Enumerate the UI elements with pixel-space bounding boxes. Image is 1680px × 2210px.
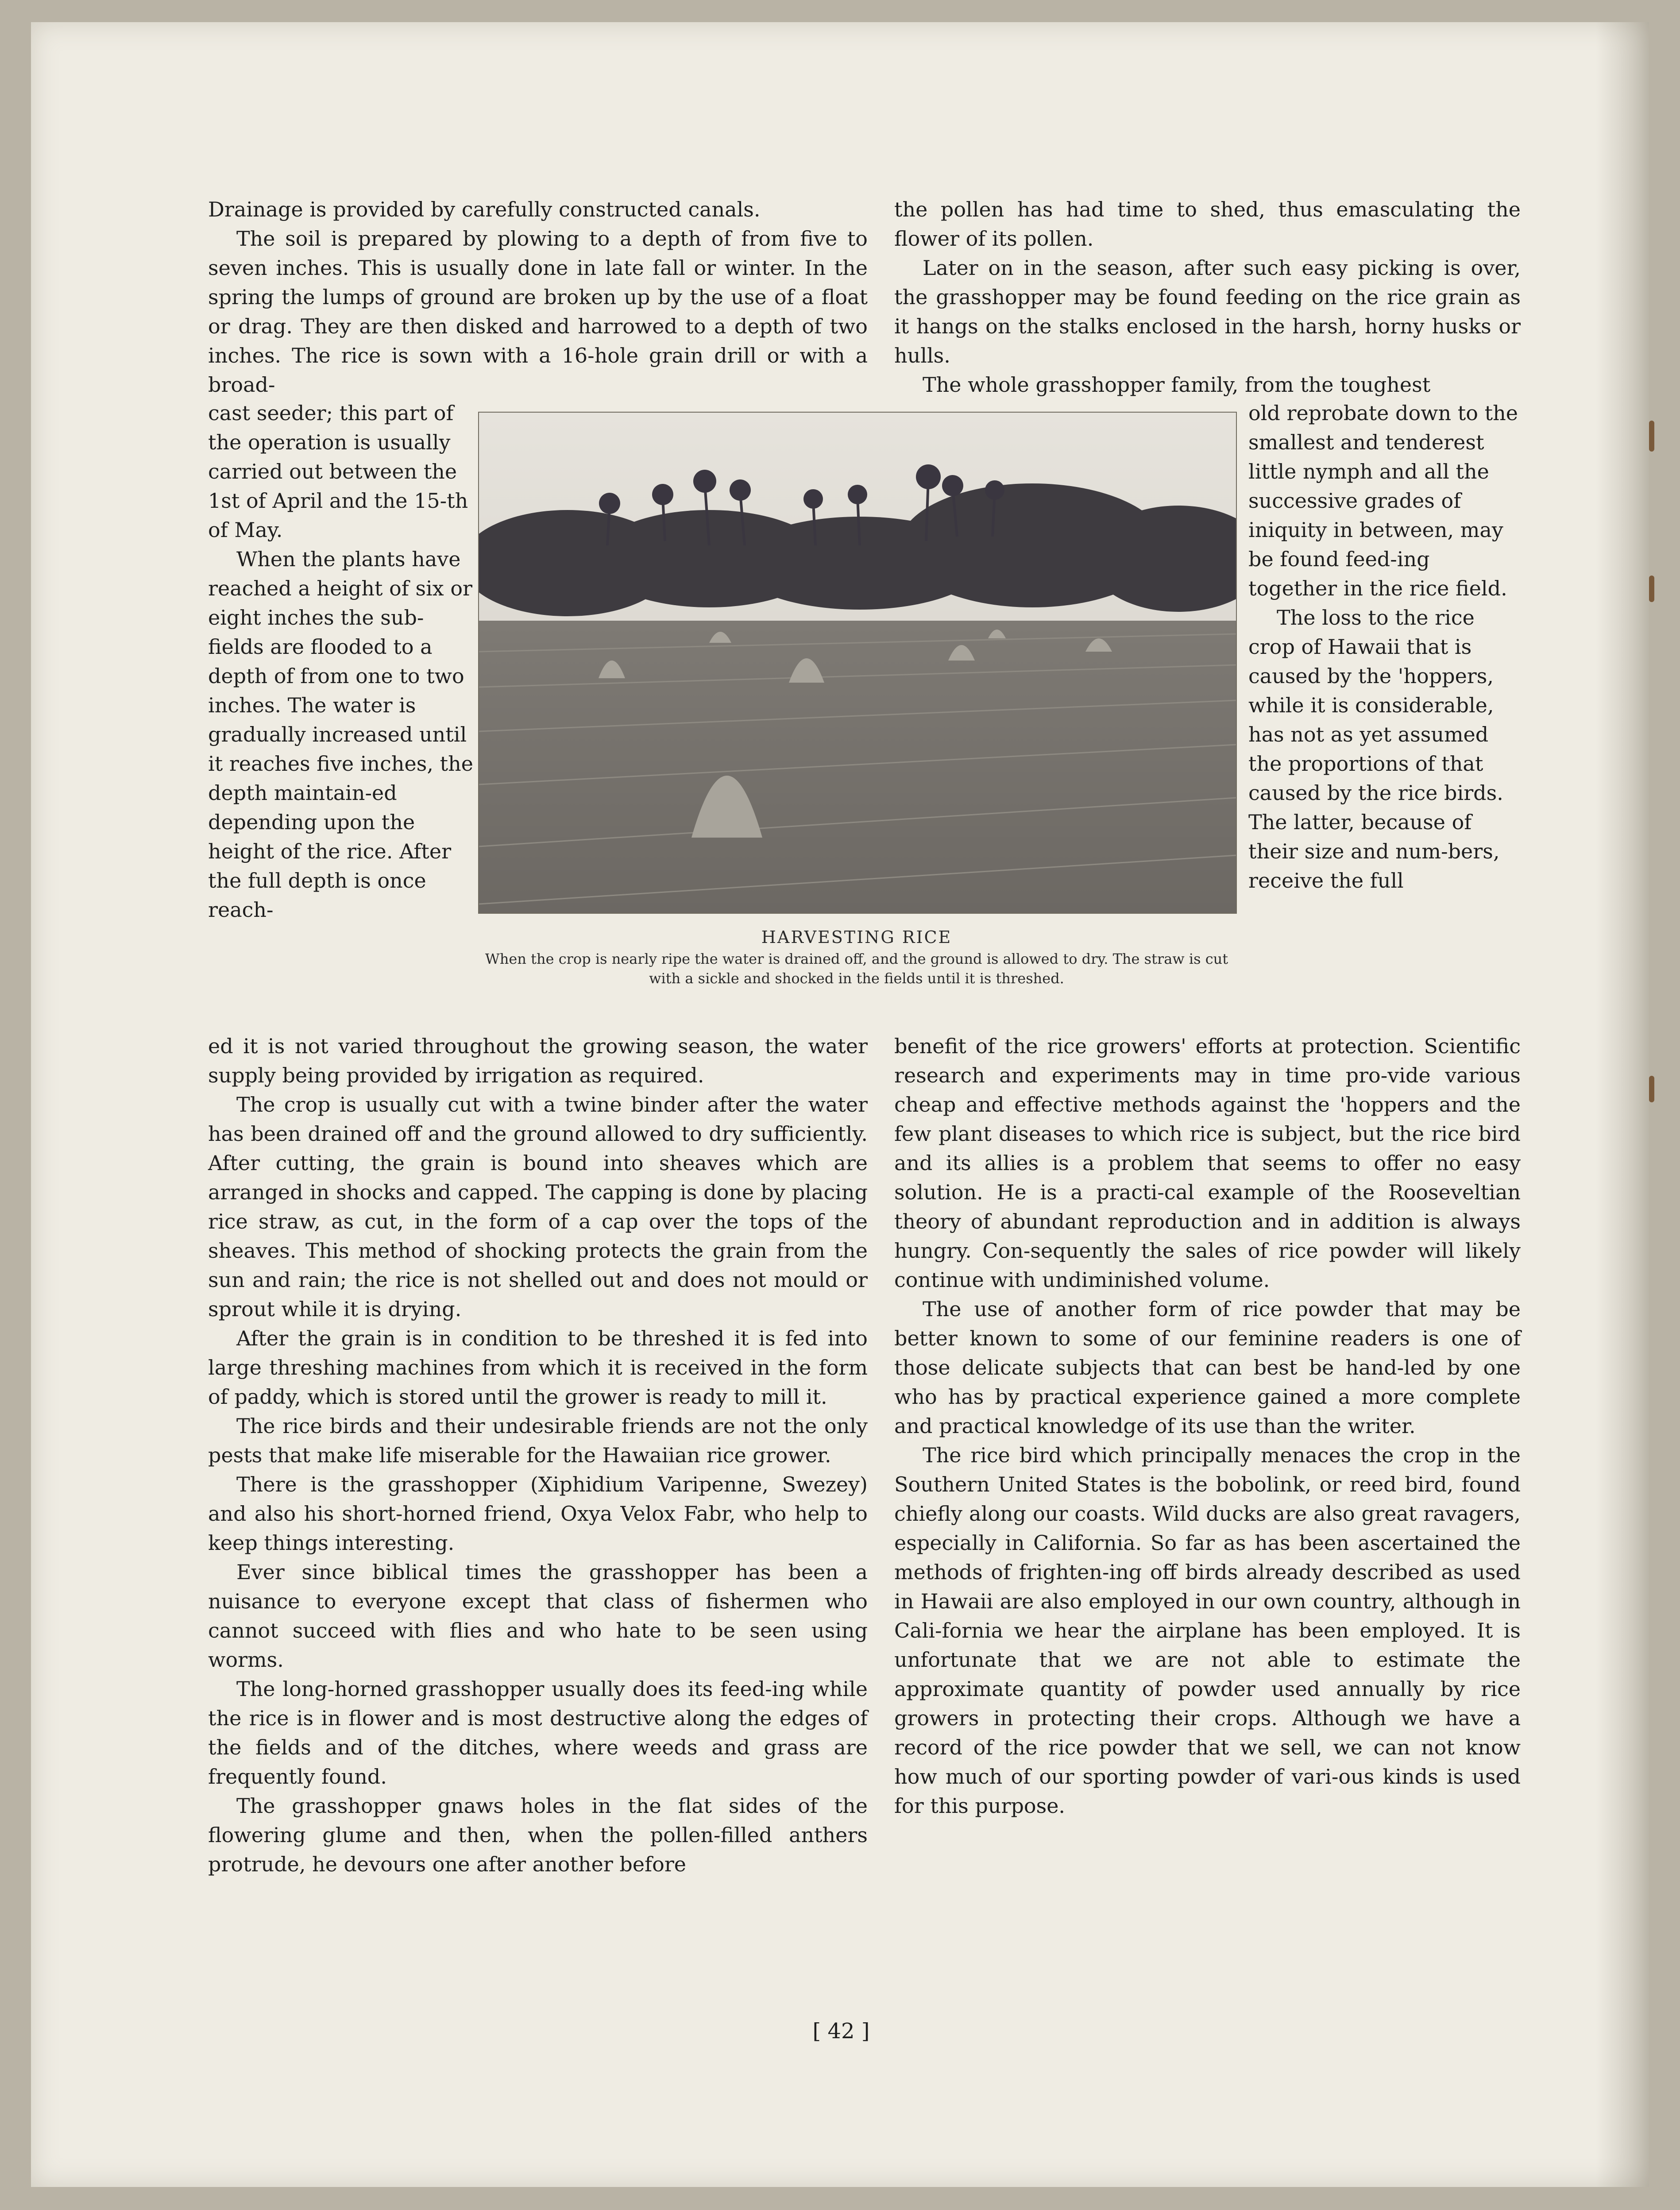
paragraph: The crop is usually cut with a twine binder after the water has been drained off and the ground allowed to dry sufficiently. After cutting, the grain is bound into sheaves which are arranged in shocks and capped. The capping is done by placing rice straw, as cut, in the form of a cap over the tops of the sheaves. This method of shocking protects the grain from the sun and rain; the rice is not shelled out and does not mould or sprout while it is drying.: [208, 1093, 868, 1321]
photo-caption: [478, 925, 1235, 988]
left-column-top: [208, 195, 868, 399]
page-number: [ 42 ]: [812, 2019, 870, 2044]
paragraph: There is the grasshopper (Xiphidium Varipenne, Swezey) and also his short-horned friend, Oxya Velox Fabr, who help to keep things interesting.: [208, 1472, 868, 1555]
paragraph: The loss to the rice crop of Hawaii that is caused by the 'hoppers, while it is considerable, has not as yet assumed the proportions of that caused by the rice birds. The latter, because of their size and num-bers, receive the full: [1248, 606, 1503, 892]
harvesting-rice-photo: [478, 412, 1237, 914]
paragraph: old reprobate down to the smallest and tenderest little nymph and all the successive grades of iniquity in between, may be found feed-ing together in the rice field.: [1248, 401, 1518, 600]
paragraph: ed it is not varied throughout the growing season, the water supply being provided by irrigation as required.: [208, 1034, 868, 1087]
paragraph: Later on in the season, after such easy picking is over, the grasshopper may be found feeding on the rice grain as it hangs on the stalks enclosed in the harsh, horny husks or hulls.: [894, 256, 1521, 367]
right-column-beside-photo: [1248, 398, 1521, 895]
paragraph: The grasshopper gnaws holes in the flat sides of the flowering glume and then, when the pollen-filled anthers protrude, he devours one after another before: [208, 1794, 868, 1876]
paragraph: The long-horned grasshopper usually does its feed-ing while the rice is in flower and is most destructive along the edges of the fields and of the ditches, where weeds and grass are frequently found.: [208, 1677, 868, 1789]
left-column-bottom: [208, 1032, 868, 1879]
right-column-bottom: [894, 1032, 1521, 1820]
paragraph: When the plants have reached a height of six or eight inches the sub-fields are flooded to a depth of from one to two inches. The water is gradually increased until it reaches five inches, the depth maintain-ed depending upon the height of the rice. After the full depth is once reach-: [208, 547, 473, 922]
paragraph: The soil is prepared by plowing to a depth of from five to seven inches. This is usually done in late fall or winter. In the spring the lumps of ground are broken up by the use of a float or drag. They are then disked and harrowed to a depth of two inches. The rice is sown with a 16-hole grain drill or with a broad-: [208, 227, 868, 397]
paragraph: Drainage is provided by carefully constructed canals.: [208, 197, 761, 221]
left-column-beside-photo: [208, 398, 474, 924]
paragraph: The whole grasshopper family, from the toughest: [923, 373, 1431, 397]
paragraph: benefit of the rice growers' efforts at protection. Scientific research and experiments may in time pro-vide various cheap and effective methods against the 'hoppers and the few plant diseases to which rice is subject, but the rice bird and its allies is a problem that seems to offer no easy solution. He is a practi-cal example of the Rooseveltian theory of abundant reproduction and in addition is always hungry. Con-sequently the sales of rice powder will likely continue with undiminished volume.: [894, 1034, 1521, 1292]
binding-tear-mark: [1649, 576, 1654, 602]
paragraph: The rice birds and their undesirable friends are not the only pests that make life miserable for the Hawaiian rice grower.: [208, 1414, 868, 1467]
caption-title: HARVESTING RICE: [761, 927, 952, 947]
paragraph: After the grain is in condition to be threshed it is fed into large threshing machines from which it is received in the form of paddy, which is stored until the grower is ready to mill it.: [208, 1326, 868, 1409]
paragraph: Ever since biblical times the grasshopper has been a nuisance to everyone except that class of fishermen who cannot succeed with flies and who hate to be seen using worms.: [208, 1560, 868, 1672]
paragraph: cast seeder; this part of the operation is usually carried out between the 1st of April and the 15-th of May.: [208, 401, 468, 542]
paragraph: the pollen has had time to shed, thus emasculating the flower of its pollen.: [894, 197, 1521, 251]
paragraph: The use of another form of rice powder that may be better known to some of our feminine readers is one of those delicate subjects that can best be hand-led by one who has by practical experience gained a more complete and practical knowledge of its use than the writer.: [894, 1297, 1521, 1438]
paragraph: The rice bird which principally menaces the crop in the Southern United States is the bobolink, or reed bird, found chiefly along our coasts. Wild ducks are also great ravagers, especially in California. So far as has been ascertained the methods of frighten-ing off birds already described as used in Hawaii are also employed in our own country, although in Cali-fornia we hear the airplane has been employed. It is unfortunate that we are not able to estimate the approximate quantity of powder used annually by rice growers in protecting their crops. Although we have a record of the rice powder that we sell, we can not know how much of our sporting powder of vari-ous kinds is used for this purpose.: [894, 1443, 1521, 1818]
caption-body: When the crop is nearly ripe the water is drained off, and the ground is allowed to dry. The straw is cut with a sickle and shocked in the fields until it is threshed.: [485, 950, 1228, 987]
right-column-top: [894, 195, 1521, 399]
binding-tear-mark: [1649, 421, 1654, 452]
binding-tear-mark: [1649, 1076, 1654, 1102]
page-gutter-shadow: [1596, 22, 1649, 2187]
